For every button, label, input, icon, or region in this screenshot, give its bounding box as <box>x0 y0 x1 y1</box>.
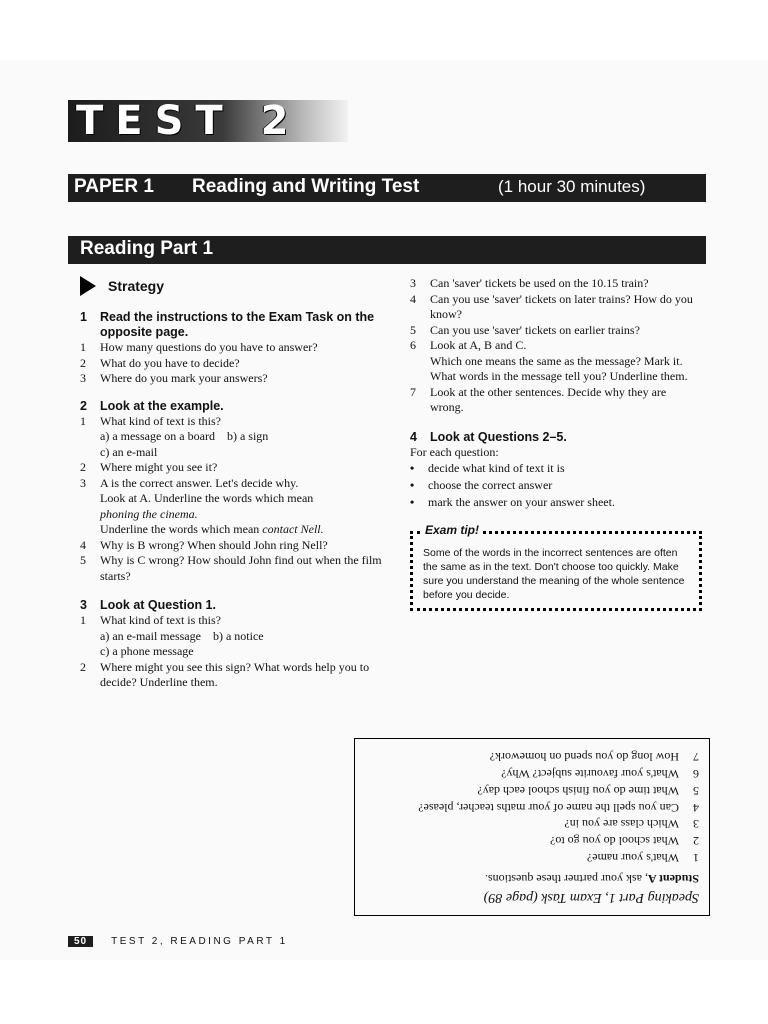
step-4-heading: 4 Look at Questions 2–5. <box>410 429 567 444</box>
exam-tip-title: Exam tip! <box>421 523 483 537</box>
play-arrow-icon <box>80 276 96 296</box>
list-subtext: Look at A. Underline the words which mean <box>100 491 314 505</box>
answer-options: a) an e-mail message b) a notice <box>100 628 264 643</box>
speaking-task-rotated <box>355 739 709 915</box>
list-item: 1 How many questions do you have to answer? <box>80 340 318 354</box>
list-item: 3 Where do you mark your answers? <box>80 371 268 385</box>
list-subtext: Underline the words which mean contact Nell. <box>100 522 324 536</box>
list-subtext: phoning the cinema. <box>100 506 198 521</box>
bullet-item: • mark the answer on your answer sheet. <box>410 495 615 509</box>
right-column <box>410 276 702 611</box>
step-2-heading: 2 Look at the example. <box>80 398 224 413</box>
page-number: 50 <box>68 936 93 947</box>
list-item: 4 Why is B wrong? When should John ring Nell? <box>80 537 328 552</box>
list-item: 2 What do you have to decide? <box>80 355 240 370</box>
list-subtext: Which one means the same as the message? Mark it. <box>430 353 683 368</box>
bullet-icon: • <box>410 461 415 475</box>
step-3-heading: 3 Look at Question 1. <box>80 598 216 612</box>
strategy-title: Strategy <box>108 278 165 294</box>
speaking-question: 1 What's your name? <box>586 851 699 865</box>
page-footer <box>68 936 288 947</box>
list-item: 3 A is the correct answer. Let's decide why. <box>80 475 299 490</box>
section-title: Reading Part 1 <box>80 238 214 259</box>
speaking-title: Speaking Part 1, Exam Task (page 89) <box>483 890 699 905</box>
speaking-question: 4 Can you spell the name of your maths teacher, please? <box>418 800 699 815</box>
speaking-question: 6 What's your favourite subject? Why? <box>501 767 699 782</box>
left-column <box>80 276 390 691</box>
bullet-item: • choose the correct answer <box>410 478 553 492</box>
exam-tip-box <box>410 523 702 611</box>
list-item: 1 What kind of text is this? <box>80 613 221 627</box>
list-subtext: What words in the message tell you? Underline them. <box>430 369 688 383</box>
list-item: 7 Look at the other sentences. Decide why they are wrong. <box>410 384 667 414</box>
speaking-task-box <box>354 738 710 916</box>
speaking-question: 3 Which class are you in? <box>564 817 699 832</box>
list-item: 1 What kind of text is this? <box>80 413 221 428</box>
list-item: 3 Can 'saver' tickets be used on the 10.15 train? <box>410 276 649 290</box>
running-head: TEST 2, READING PART 1 <box>111 936 288 947</box>
list-item: 5 Why is C wrong? How should John find out when the film starts? <box>80 553 382 583</box>
bullet-icon: • <box>410 495 415 509</box>
list-item: 2 Where might you see it? <box>80 460 218 474</box>
bullet-item: • decide what kind of text it is <box>410 461 565 475</box>
answer-options: c) an e-mail <box>100 444 158 459</box>
paper-duration: (1 hour 30 minutes) <box>498 177 646 196</box>
speaking-question: 2 What school do you go to? <box>550 834 699 849</box>
paper-label: PAPER 1 <box>74 176 154 197</box>
strategy-heading <box>80 276 390 302</box>
step-1-heading: 1 Read the instructions to the Exam Task on the opposite page. <box>80 310 375 339</box>
list-item: 5 Can you use 'saver' tickets on earlier trains? <box>410 322 640 337</box>
bullet-icon: • <box>410 478 415 492</box>
speaking-question: 7 How long do you spend on homework? <box>489 750 699 765</box>
speaking-question: 5 What time do you finish school each day? <box>477 783 699 798</box>
list-item: 2 Where might you see this sign? What words help you to decide? Underline them. <box>80 659 370 689</box>
list-item: 6 Look at A, B and C. <box>410 338 527 352</box>
paper-header-bar <box>68 174 706 202</box>
test-title: TEST 2 <box>76 98 301 144</box>
section-header-bar <box>68 236 706 264</box>
list-item: 4 Can you use 'saver' tickets on later trains? How do you know? <box>410 291 693 321</box>
answer-options: c) a phone message <box>100 644 194 658</box>
answer-options: a) a message on a board b) a sign <box>100 429 269 443</box>
step-4-intro: For each question: <box>410 444 499 459</box>
paper-name: Reading and Writing Test <box>192 176 420 197</box>
exam-tip-text: Some of the words in the incorrect sentences are often the same as in the text. Don't choose too quickly. Make sure you understand the meaning of the whole sentence before you decide. <box>423 547 685 601</box>
speaking-instruction: Student A, ask your partner these questions. <box>485 872 699 886</box>
